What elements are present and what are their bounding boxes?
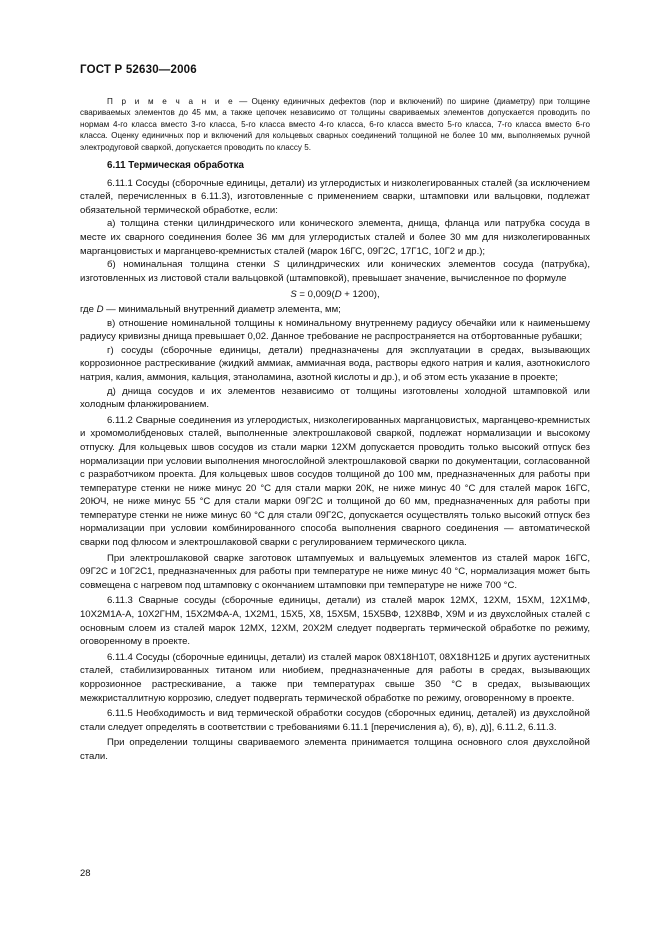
list-item-g: г) сосуды (сборочные единицы, детали) предназначены для эксплуатации в средах, вызывающих коррозионное растрескивание (жидкий аммиак, аммиачная вода, растворы едкого натрия и калия, азотнокислого натрия, калия, аммония, кальция, этаноламина, азотной кислоты и др.), и об этом есть указание в проекте; [80,344,590,383]
paragraph-thickness: При определении толщины свариваемого элемента принимается толщина основного слоя двухслойной стали. [80,737,590,762]
paragraph-6-11-1: 6.11.1 Сосуды (сборочные единицы, детали) из углеродистых и низколегированных сталей (за исключением сталей, перечисленных в 6.11.3), изготовленные с применением сварки, штамповки или вальцовки, подлежат обязательной термической обработке, если: [80,177,590,216]
where-variable: D [96,303,104,315]
page-content [80,96,590,764]
note-text: — Оценку единичных дефектов (пор и включений) по ширине (диаметру) при толщине свариваемых элементов до 45 мм, а также цепочек независимо от толщины свариваемых элементов допускается проводить по нормам 4-го класса вместо 3-го класса, 5-го класса вместо 4-го класса, 6-го класса вместо 5-го класса, 7-го класса вместо 6-го класса. Оценку единичных пор и включений для кольцевых сварных соединений толщиной не более 10 мм, выполняемых ручной электродуговой сваркой, допускается проводить по классу 5. [80,97,590,152]
paragraph-6-11-3: 6.11.3 Сварные сосуды (сборочные единицы, детали) из сталей марок 12МХ, 12ХМ, 15ХМ, 12Х1МФ, 10Х2М1А-А, 10Х2ГНМ, 15Х2МФА-А, 1Х2М1, 15Х5, Х8, 15Х5М, 15Х5ВФ, 12Х8ВФ, Х9М и из двухслойных сталей с основным слоем из сталей марок 12МХ, 12ХМ, 20Х2М следует подвергать термической обработке по режиму, оговоренному в проекте. [80,595,590,648]
list-item-b [80,258,590,285]
list-item-a: а) толщина стенки цилиндрического или конического элемента, днища, фланца или патрубка сосуда в месте их сварного соединения более 36 мм для углеродистых сталей и более 30 мм для низколегированных марганцовистых и марганцево-кремнистых сталей (марок 16ГС, 09Г2С, 17Г1С, 10Г2 и др.); [80,218,590,257]
item-b-post: цилиндрических или конических элементов сосуда (патрубка), изготовленных из листовой стали вальцовкой (штамповкой), превышает значение, вычисленное по формуле [80,259,590,284]
formula-d: D [334,289,342,301]
paragraph-6-11-5: 6.11.5 Необходимость и вид термической обработки сосудов (сборочных единиц, деталей) из двухслойной стали следует определять в соответствии с требованиями 6.11.1 [перечисления а), б), в), д)], 6.11.2, 6.11.3. [80,708,590,733]
formula-rhs: + 1200), [341,289,380,301]
section-title: 6.11 Термическая обработка [107,160,244,172]
formula-mid: = 0,009( [296,289,335,301]
paragraph-electroslag: При электрошлаковой сварке заготовок штампуемых и вальцуемых элементов из сталей марок 16ГС, 09Г2С и 10Г2С1, предназначенных для работы при температуре не ниже минус 40 °С, нормализация может быть совмещена с нагревом под штамповку с окончанием штамповки при температуре не ниже 700 °С. [80,552,590,591]
list-item-v: в) отношение номинальной толщины к номинальному внутреннему радиусу обечайки или к наименьшему радиусу кривизны днища превышает 0,02. Данное требование не распространяется на отбортованные рубашки; [80,317,590,343]
formula [80,288,590,302]
where-clause [80,303,590,317]
where-pre: где [80,303,97,315]
item-b-variable: S [273,259,280,271]
list-item-d: д) днища сосудов и их элементов независимо от толщины изготовлены холодной штамповкой или холодным фланжированием. [80,385,590,411]
formula-lhs: S [290,289,297,301]
where-post: — минимальный внутренний диаметр элемента, мм; [103,303,341,315]
page-header: ГОСТ Р 52630—2006 [80,64,197,76]
note-paragraph [80,96,590,153]
note-label: П р и м е ч а н и е [107,97,235,106]
paragraph-6-11-2: 6.11.2 Сварные соединения из углеродистых, низколегированных марганцовистых, марганцево-кремнистых и хромомолибденовых сталей, выполненные электрошлаковой сваркой, подлежат нормализации и высокому отпуску. Для кольцевых швов сосудов из стали марки 12ХМ допускается проводить только высокий отпуск без нормализации при условии выполнения многослойной электрошлаковой сварки по документации, согласованной с разработчиком проекта. Для кольцевых швов сосудов толщиной до 100 мм, предназначенных для работы при температуре стенки не ниже минус 20 °С для стали марки 20К, не ниже минус 40 °С для сталей марок 16ГС, 20ЮЧ, не ниже минус 55 °С для стали марки 09Г2С и толщиной до 60 мм, предназначенных для работы при температуре стенки не ниже минус 60 °С для стали 09Г2С, допускается осуществлять только высокий отпуск без нормализации при условии комбинированного способа выполнения сварного соединения — автоматической сварки под флюсом и электрошлаковой сварки с регулированием термического цикла. [80,414,590,549]
paragraph-6-11-4: 6.11.4 Сосуды (сборочные единицы, детали) из сталей марок 08Х18Н10Т, 08Х18Н12Б и других аустенитных сталей, стабилизированных титаном или ниобием, предназначенные для работы в средах, вызывающих коррозионное растрескивание, а также при температурах свыше 350 °С в средах, вызывающих межкристаллитную коррозию, следует подвергать термической обработке по режиму, оговоренному в проекте. [80,651,590,704]
item-b-pre: б) номинальная толщина стенки [107,259,274,271]
page-number: 28 [80,868,91,879]
